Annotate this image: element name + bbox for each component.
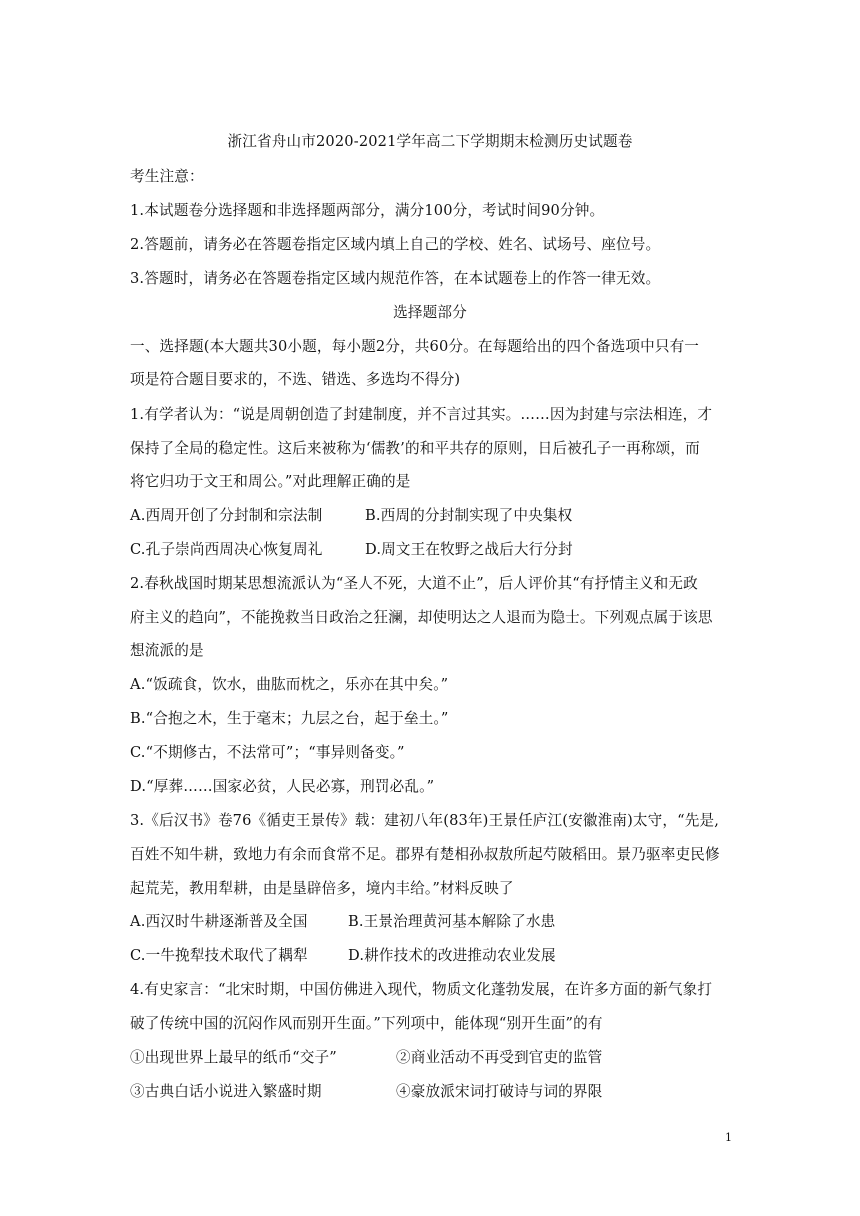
notice-heading: 考生注意： [130,168,204,185]
notice-item-1: 1.本试题卷分选择题和非选择题两部分，满分100分，考试时间90分钟。 [130,202,605,219]
q3-option-c: C.一牛挽犁技术取代了耦犁 [130,947,308,964]
q4-option-3: ③古典白话小说进入繁盛时期 [130,1083,322,1100]
q4-stem-line-1: 4.有史家言：“北宋时期，中国仿佛进入现代，物质文化蓬勃发展，在许多方面的新气象打 [130,981,713,998]
notice-item-2: 2.答题前，请务必在答题卷指定区域内填上自己的学校、姓名、试场号、座位号。 [130,236,661,253]
q1-stem-line-3: 将它归功于文王和周公。”对此理解正确的是 [130,473,411,490]
q2-option-b: B.“合抱之木，生于毫末；九层之台，起于垒土。” [130,710,449,727]
q2-option-a: A.“饭疏食，饮水，曲肱而枕之，乐亦在其中矣。” [130,676,449,693]
page-number: 1 [725,1131,732,1144]
q4-stem-line-2: 破了传统中国的沉闷作风而别开生面。”下列项中，能体现“别开生面”的有 [130,1015,603,1032]
q3-stem-line-2: 百姓不知牛耕，致地力有余而食常不足。郡界有楚相孙叔敖所起芍陂稻田。景乃驱率吏民修 [130,846,720,863]
q3-stem-line-3: 起荒芜，教用犁耕，由是垦辟倍多，境内丰给。”材料反映了 [130,880,514,897]
q3-option-b: B.王景治理黄河基本解除了水患 [348,913,556,930]
q1-stem-line-2: 保持了全局的稳定性。这后来被称为‘儒教’的和平共存的原则，日后被孔子一再称颂，而 [130,440,700,457]
q1-option-d: D.周文王在牧野之战后大行分封 [365,541,573,558]
q1-option-b: B.西周的分封制实现了中央集权 [365,507,573,524]
q2-stem-line-2: 府主义的趋向”，不能挽救当日政治之狂澜，却使明达之人退而为隐士。下列观点属于该思 [130,609,713,626]
q1-stem-line-1: 1.有学者认为：“说是周朝创造了封建制度，并不言过其实。……因为封建与宗法相连，才 [130,406,713,423]
q4-option-2: ②商业活动不再受到官吏的监管 [396,1049,603,1066]
part1-instructions-line-1: 一、选择题(本大题共30小题，每小题2分，共60分。在每题给出的四个备选项中只有一 [130,338,700,355]
section-title: 选择题部分 [393,304,467,321]
q3-option-a: A.西汉时牛耕逐渐普及全国 [130,913,308,930]
q3-stem-line-1: 3.《后汉书》卷76《循吏王景传》载：建初八年(83年)王景任庐江(安徽淮南)太守，“先是, [130,812,720,829]
q2-stem-line-1: 2.春秋战国时期某思想流派认为“圣人不死，大道不止”，后人评价其“有抒情主义和无政 [130,575,698,592]
exam-title: 浙江省舟山市2020-2021学年高二下学期期末检测历史试题卷 [227,133,633,150]
q2-option-c: C.“不期修古，不法常可”；“事异则备变。” [130,744,405,761]
q3-option-d: D.耕作技术的改进推动农业发展 [348,947,556,964]
q4-option-1: ①出现世界上最早的纸币“交子” [130,1049,337,1066]
q4-option-4: ④豪放派宋词打破诗与词的界限 [396,1083,603,1100]
part1-instructions-line-2: 项是符合题目要求的，不选、错选、多选均不得分) [130,371,461,388]
q2-option-d: D.“厚葬……国家必贫，人民必寡，刑罚必乱。” [130,778,435,795]
q1-option-a: A.西周开创了分封制和宗法制 [130,507,323,524]
notice-item-3: 3.答题时，请务必在答题卷指定区域内规范作答，在本试题卷上的作答一律无效。 [130,270,661,287]
q1-option-c: C.孔子崇尚西周决心恢复周礼 [130,541,323,558]
q2-stem-line-3: 想流派的是 [130,642,204,659]
